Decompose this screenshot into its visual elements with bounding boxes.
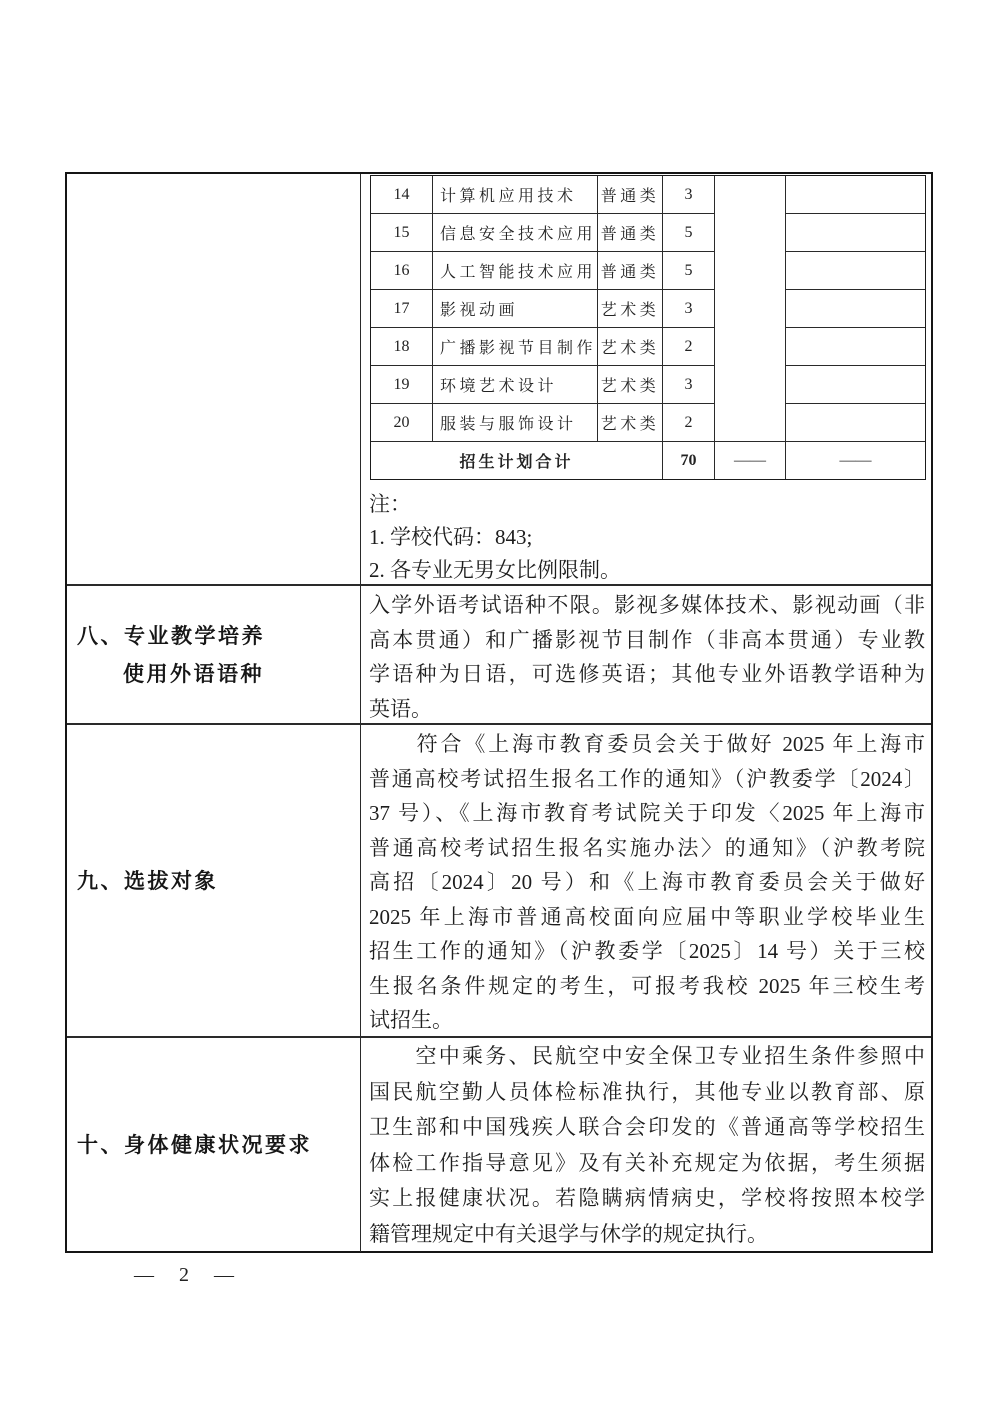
section-nine-label-cell — [67, 725, 361, 1038]
plan-row-category-cell: 艺术类 — [598, 290, 663, 328]
plan-row-count-cell: 2 — [663, 328, 715, 366]
plan-row-number-cell: 15 — [371, 214, 433, 252]
text-line: 空中乘务、民航空中安全保卫专业招生条件参照中 — [369, 1044, 925, 1068]
page-number: — 2 — — [134, 1264, 234, 1286]
section-seven-content-cell — [361, 174, 931, 586]
plan-row-category-cell: 普通类 — [598, 252, 663, 290]
plan-total-dash-cell-1: —— — [715, 442, 786, 479]
plan-total-count-cell: 70 — [663, 442, 715, 479]
plan-row-count-cell: 2 — [663, 404, 715, 442]
plan-row-number-cell: 16 — [371, 252, 433, 290]
plan-row-count-cell: 3 — [663, 290, 715, 328]
notes-list — [369, 521, 925, 587]
section-eight-label-cell — [67, 586, 361, 725]
plan-total-dash-cell-2: —— — [839, 451, 872, 469]
text-line: 国民航空勤人员体检标准执行，其他专业以教育部、原 — [369, 1079, 925, 1104]
section-ten-label-cell — [67, 1038, 361, 1252]
plan-row-number-cell: 14 — [371, 176, 433, 214]
section-nine-content-cell — [361, 725, 931, 1038]
plan-row-empty-cell — [786, 214, 925, 252]
text-line: 试招生。 — [369, 1008, 453, 1032]
text-line: 实上报健康状况。若隐瞒病情病史，学校将按照本校学 — [369, 1186, 925, 1210]
text-line: 普通高校考试招生报名实施办法〉的通知》（沪教考院 — [369, 835, 925, 860]
text-line: 招生工作的通知》（沪教委学〔2025〕14 号）关于三校 — [369, 939, 925, 963]
note-item: 2. 各专业无男女比例限制。 — [369, 558, 621, 582]
section-nine-label: 九、选拔对象 — [77, 868, 218, 893]
plan-row-count-cell: 5 — [663, 252, 715, 290]
plan-row-count-cell: 5 — [663, 214, 715, 252]
plan-row-category-cell: 艺术类 — [598, 328, 663, 366]
plan-row-category-cell: 艺术类 — [598, 366, 663, 404]
text-line: 体检工作指导意见》及有关补充规定为依据，考生须据 — [369, 1150, 925, 1175]
text-line: 生报名条件规定的考生，可报考我校 2025 年三校生考 — [369, 973, 925, 998]
plan-row-empty-cell — [786, 404, 925, 442]
text-line: 高招〔2024〕20 号）和《上海市教育委员会关于做好 — [369, 870, 925, 894]
section-seven-label-cell-empty — [67, 174, 361, 586]
plan-row-major-cell: 影视动画 — [433, 290, 598, 328]
plan-row-number-cell: 19 — [371, 366, 433, 404]
text-line: 入学外语考试语种不限。影视多媒体技术、影视动画（非 — [369, 593, 925, 617]
text-line: 37 号）、《上海市教育考试院关于印发〈2025 年上海市 — [369, 801, 925, 825]
plan-row-major-cell: 服装与服饰设计 — [433, 404, 598, 442]
text-line: 高本贯通）和广播影视节目制作（非高本贯通）专业教 — [369, 627, 925, 652]
text-line: 籍管理规定中有关退学与休学的规定执行。 — [369, 1221, 768, 1246]
plan-row-major-cell: 人工智能技术应用 — [433, 252, 598, 290]
text-line: 卫生部和中国残疾人联合会印发的《普通高等学校招生 — [369, 1115, 925, 1139]
plan-table-merged-empty-cell — [715, 176, 786, 442]
plan-row-category-cell: 艺术类 — [598, 404, 663, 442]
text-line: 普通高校考试招生报名工作的通知》（沪教委学〔2024〕 — [369, 766, 925, 791]
plan-row-major-cell: 广播影视节目制作 — [433, 328, 598, 366]
plan-row-empty-cell — [786, 290, 925, 328]
plan-row-major-cell: 信息安全技术应用 — [433, 214, 598, 252]
plan-row-category-cell: 普通类 — [598, 176, 663, 214]
plan-row-number-cell: 17 — [371, 290, 433, 328]
section-eight-label-line2: 使用外语语种 — [123, 661, 264, 686]
text-line: 符合《上海市教育委员会关于做好 2025 年上海市 — [369, 732, 925, 756]
plan-row-major-cell: 环境艺术设计 — [433, 366, 598, 404]
plan-row-empty-cell — [786, 252, 925, 290]
plan-total-label-cell: 招生计划合计 — [371, 442, 663, 479]
plan-row-empty-cell — [786, 328, 925, 366]
section-eight-content-cell — [361, 586, 931, 725]
section-ten-content-cell — [361, 1038, 931, 1252]
notes-title: 注： — [369, 492, 411, 516]
text-line: 英语。 — [369, 696, 432, 721]
plan-row-empty-cell — [786, 176, 925, 214]
outer-table — [65, 172, 933, 1253]
plan-row-count-cell: 3 — [663, 366, 715, 404]
section-eight-label-line1: 八、专业教学培养 — [77, 623, 265, 648]
text-line: 2025 年上海市普通高校面向应届中等职业学校毕业生 — [369, 904, 925, 929]
section-ten-label: 十、身体健康状况要求 — [77, 1133, 312, 1157]
plan-row-number-cell: 18 — [371, 328, 433, 366]
admission-plan-table — [370, 175, 926, 480]
plan-row-category-cell: 普通类 — [598, 214, 663, 252]
plan-row-count-cell: 3 — [663, 176, 715, 214]
plan-notes — [369, 488, 925, 587]
text-line: 学语种为日语，可选修英语；其他专业外语教学语种为 — [369, 662, 925, 686]
plan-row-number-cell: 20 — [371, 404, 433, 442]
note-item: 1. 学校代码：843; — [369, 525, 533, 549]
plan-row-empty-cell — [786, 366, 925, 404]
plan-row-major-cell: 计算机应用技术 — [433, 176, 598, 214]
